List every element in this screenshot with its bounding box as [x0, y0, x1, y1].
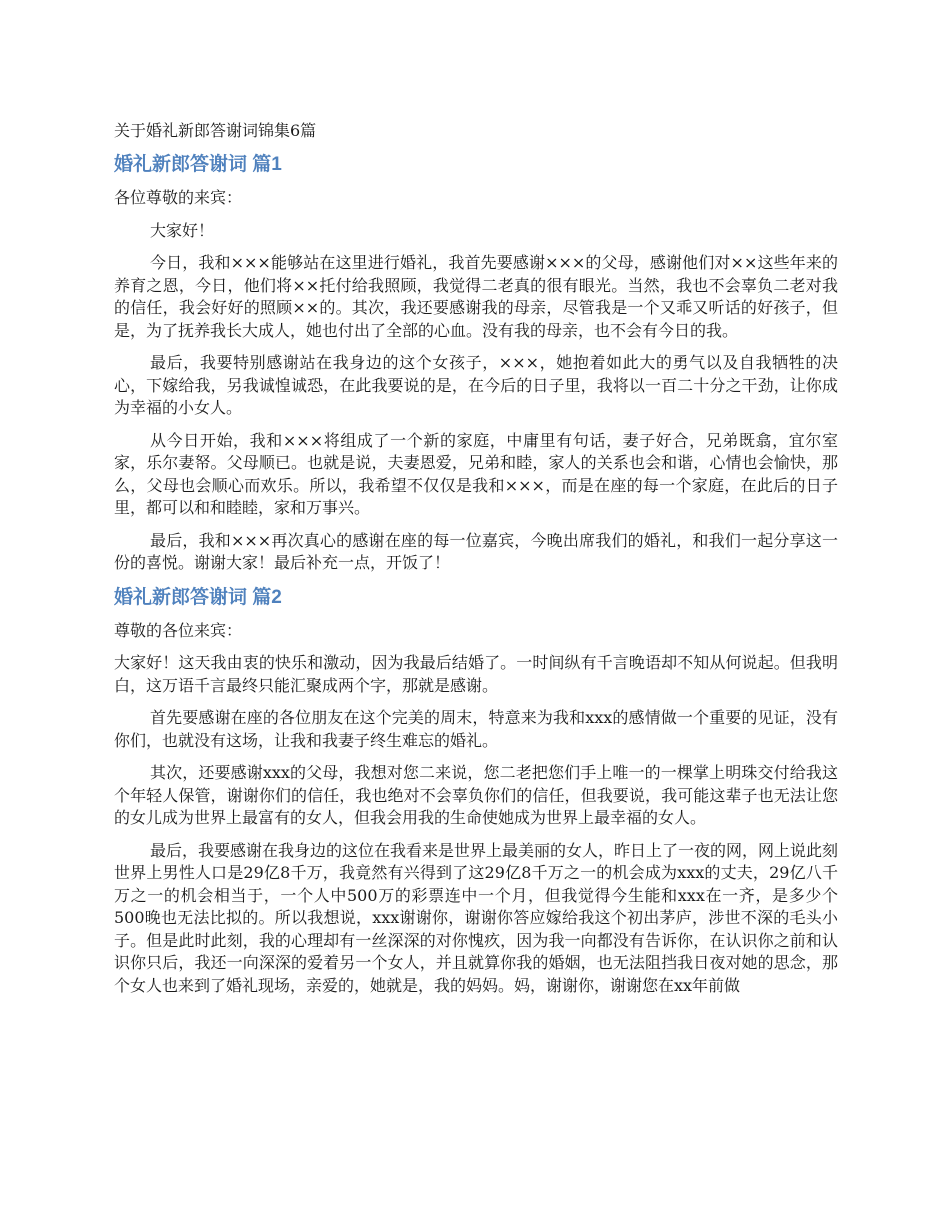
document-page: [114, 118, 838, 1007]
paragraph: 大家好！这天我由衷的快乐和激动，因为我最后结婚了。一时间纵有千言晚语却不知从何说起。但我明白，这万语千言最终只能汇聚成两个字，那就是感谢。: [114, 653, 838, 695]
paragraph: 其次，还要感谢xxx的父母，我想对您二来说，您二老把您们手上唯一的一棵掌上明珠交付给我这个年轻人保管，谢谢你们的信任，我也绝对不会辜负你们的信任，但我要说，我可能这辈子也无法让您的女儿成为世界上最富有的女人，但我会用我的生命使她成为世界上最幸福的女人。: [114, 763, 838, 827]
paragraph: 从今日开始，我和×××将组成了一个新的家庭，中庸里有句话，妻子好合，兄弟既翕，宜尔室家，乐尔妻帑。父母顺已。也就是说，夫妻恩爱，兄弟和睦，家人的关系也会和谐，心情也会愉快，那么，父母也会顺心而欢乐。所以，我希望不仅仅是我和×××，而是在座的每一个家庭，在此后的日子里，都可以和和睦睦，家和万事兴。: [114, 430, 838, 517]
section-2: [114, 585, 838, 998]
section-heading: 婚礼新郎答谢词 篇2: [114, 586, 282, 608]
document-title: 关于婚礼新郎答谢词锦集6篇: [114, 121, 317, 140]
salutation: 各位尊敬的来宾：: [114, 188, 243, 207]
paragraph: 最后，我和×××再次真心的感谢在座的每一位嘉宾，今晚出席我们的婚礼，和我们一起分享这一份的喜悦。谢谢大家！最后补充一点，开饭了！: [114, 530, 838, 572]
paragraph: 最后，我要感谢在我身边的这位在我看来是世界上最美丽的女人，昨日上了一夜的网，网上说此刻世界上男性人口是29亿8千万，我竟然有兴得到了这29亿8千万之一的机会成为xxx的丈夫，29亿八千万之一的机会相当于，一个人中500万的彩票连中一个月，但我觉得今生能和xxx在一齐，是多少个500晚也无法比拟的。所以我想说，xxx谢谢你，谢谢你答应嫁给我这个初出茅庐，涉世不深的毛头小子。但是此时此刻，我的心理却有一丝深深的对你愧疚，因为我一向都没有告诉你，在认识你之前和认识你只后，我还一向深深的爱着另一个女人，并且就算你我的婚姻，也无法阻挡我日夜对她的思念，那个女人也来到了婚礼现场，亲爱的，她就是，我的妈妈。妈，谢谢你，谢谢您在xx年前做: [114, 840, 839, 995]
salutation: 尊敬的各位来宾：: [114, 620, 243, 640]
paragraph: 今日，我和×××能够站在这里进行婚礼，我首先要感谢×××的父母，感谢他们对××这些年来的养育之恩，今日，他们将××托付给我照顾，我觉得二老真的很有眼光。当然，我也不会辜负二老对我的信任，我会好好的照顾××的。其次，我还要感谢我的母亲，尽管我是一个又乖又听话的好孩子，但是，为了抚养我长大成人，她也付出了全部的心血。没有我的母亲，也不会有今日的我。: [114, 253, 838, 340]
paragraph: 首先要感谢在座的各位朋友在这个完美的周末，特意来为我和xxx的感情做一个重要的见证，没有你们，也就没有这场，让我和我妻子终生难忘的婚礼。: [114, 708, 838, 750]
section-heading: 婚礼新郎答谢词 篇1: [114, 154, 282, 175]
greeting: 大家好！: [150, 220, 215, 240]
paragraph: 最后，我要特别感谢站在我身边的这个女孩子，×××，她抱着如此大的勇气以及自我牺牲的决心，下嫁给我，另我诚惶诚恐，在此我要说的是，在今后的日子里，我将以一百二十分之干劲，让你成为幸福的小女人。: [114, 353, 838, 417]
section-1: [114, 152, 838, 575]
